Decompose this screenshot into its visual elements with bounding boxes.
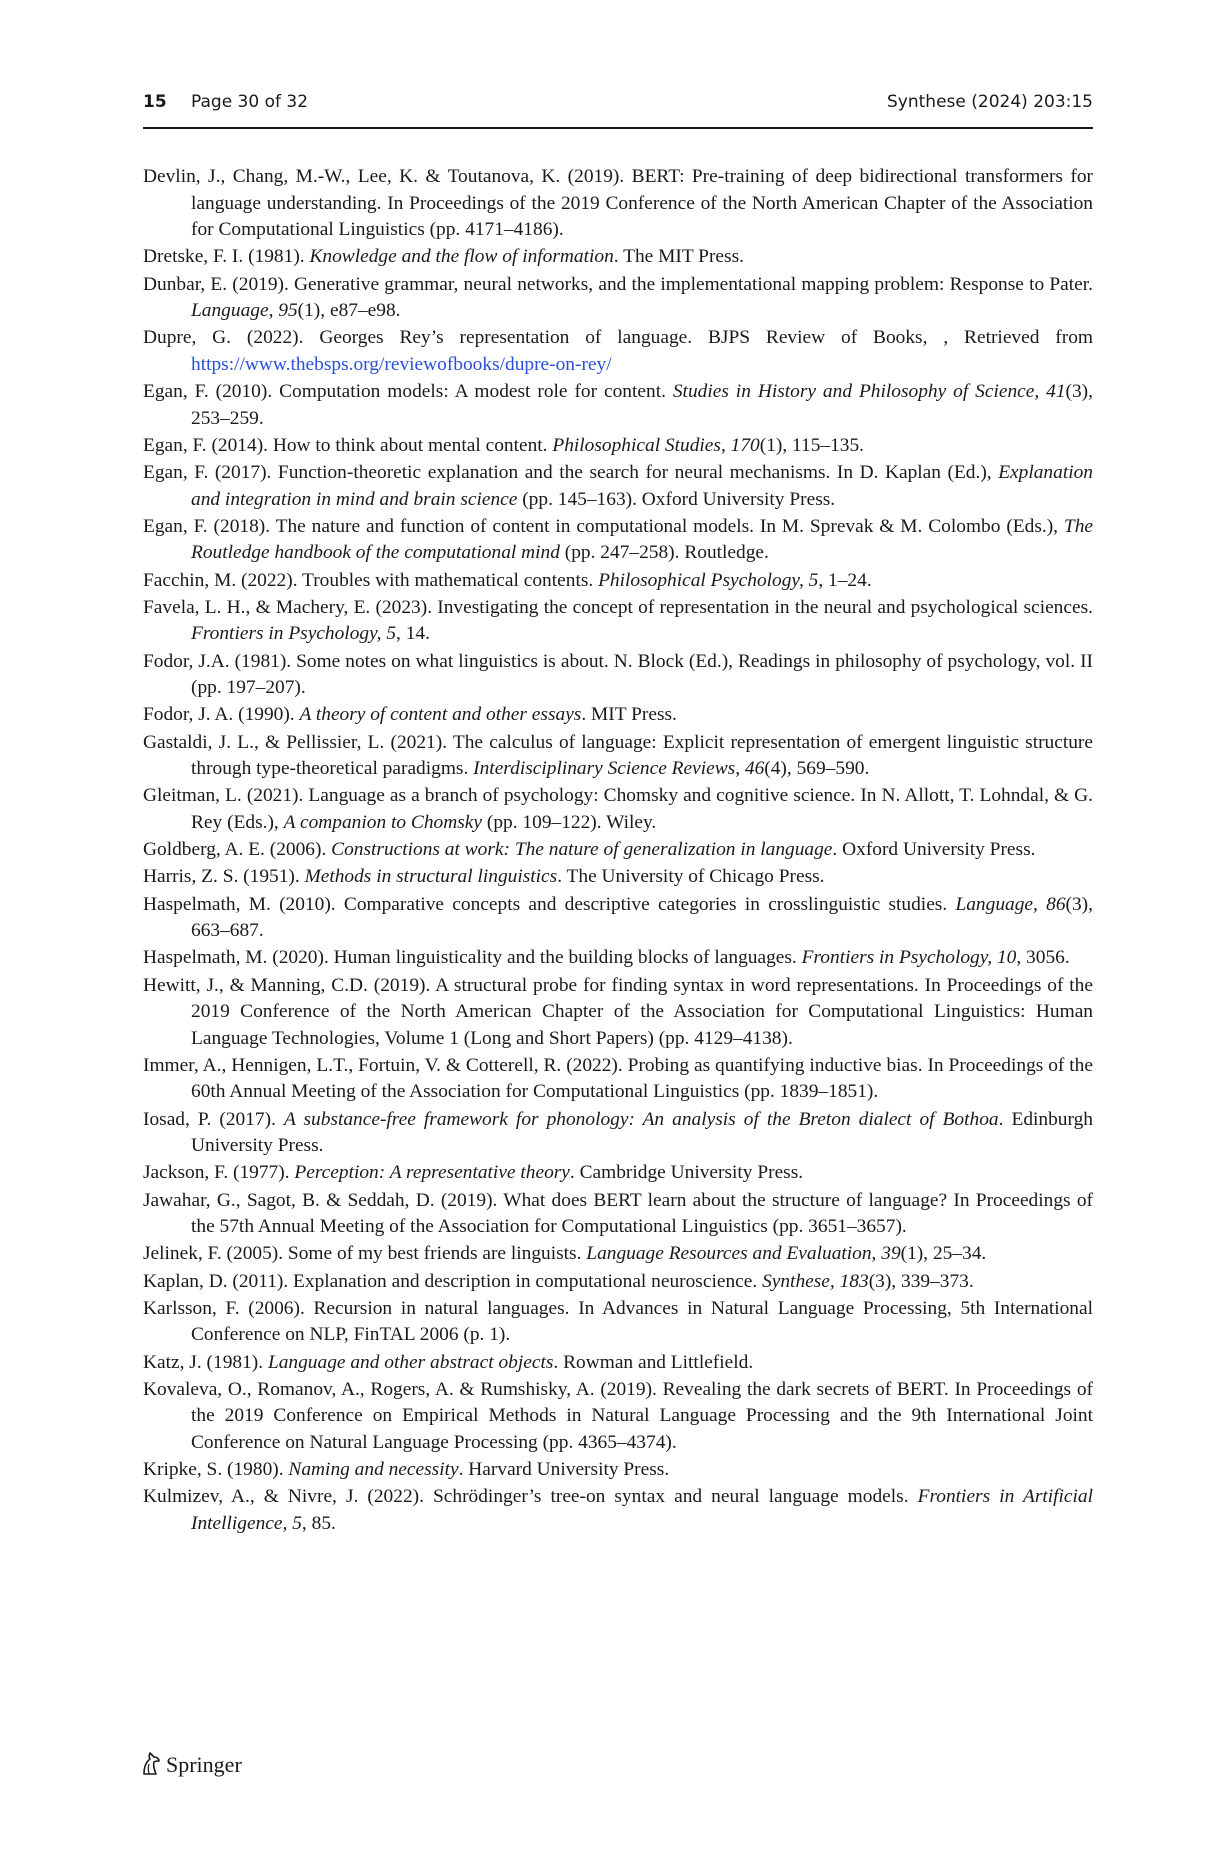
reference-entry: [143, 379, 1093, 432]
reference-italic-segment: Constructions at work: The nature of generalization in language: [331, 839, 833, 861]
reference-entry: [143, 164, 1093, 244]
page-of-label: Page 30 of 32: [191, 92, 309, 112]
reference-text-segment: Egan, F. (2018). The nature and function of content in computational models. In M. Sprevak & M. Colombo (Eds.),: [143, 515, 1064, 537]
reference-entry: [143, 595, 1093, 648]
page-number: 15: [143, 92, 167, 112]
reference-text-segment: . Harvard University Press.: [458, 1459, 670, 1481]
reference-text-segment: Jawahar, G., Sagot, B. & Seddah, D. (2019). What does BERT learn about the structure of language? In Proceedings of the 57th Annual Meeting of the Association for Computational Linguistics (pp. 3651–3657).: [143, 1189, 1093, 1238]
reference-text-segment: (3), 339–373.: [868, 1270, 974, 1292]
reference-text-segment: . MIT Press.: [581, 704, 677, 726]
reference-entry: [143, 1350, 1093, 1377]
reference-italic-segment: Methods in structural linguistics: [304, 866, 558, 888]
reference-italic-segment: Knowledge and the flow of information: [309, 246, 614, 268]
reference-text-segment: , 14.: [396, 623, 430, 645]
reference-text-segment: , 3056.: [1016, 947, 1070, 969]
journal-citation: Synthese (2024) 203:15: [887, 92, 1093, 112]
reference-text-segment: Kaplan, D. (2011). Explanation and description in computational neuroscience.: [143, 1270, 763, 1292]
reference-italic-segment: Philosophical Studies, 170: [552, 434, 760, 456]
reference-text-segment: Fodor, J.A. (1981). Some notes on what linguistics is about. N. Block (Ed.), Readings in philosophy of psychology, vol. II (pp. 197–207).: [143, 650, 1093, 699]
header-rule: [143, 127, 1093, 129]
reference-text-segment: Favela, L. H., & Machery, E. (2023). Investigating the concept of representation in the neural and psychological sciences.: [143, 596, 1093, 618]
reference-italic-segment: Naming and necessity: [288, 1459, 459, 1481]
reference-url-link[interactable]: https://www.thebsps.org/reviewofbooks/dupre-on-rey/: [191, 353, 612, 375]
reference-entry: [143, 1107, 1093, 1160]
running-header: [143, 92, 1093, 124]
reference-italic-segment: Perception: A representative theory: [294, 1162, 570, 1184]
reference-italic-segment: A companion to Chomsky: [283, 811, 483, 833]
reference-text-segment: Kovaleva, O., Romanov, A., Rogers, A. & Rumshisky, A. (2019). Revealing the dark secrets of BERT. In Proceedings of the 2019 Conference on Empirical Methods in Natural Language Processing and the 9th International Joint Conference on Natural Language Processing (pp. 4365–4374).: [143, 1378, 1093, 1453]
reference-text-segment: Dretske, F. I. (1981).: [143, 246, 310, 268]
reference-entry: [143, 945, 1093, 972]
reference-text-segment: Haspelmath, M. (2020). Human linguisticality and the building blocks of languages.: [143, 947, 802, 969]
reference-italic-segment: Frontiers in Artificial Intelligence, 5: [191, 1486, 1093, 1534]
reference-text-segment: Gleitman, L. (2021). Language as a branch of psychology: Chomsky and cognitive science. In N. Allott, T. Lohndal, & G. Rey (Eds.),: [143, 785, 1093, 833]
reference-entry: [143, 1053, 1093, 1106]
reference-text-segment: Jackson, F. (1977).: [143, 1162, 295, 1184]
reference-list: [143, 164, 1093, 1538]
reference-text-segment: Harris, Z. S. (1951).: [143, 866, 305, 888]
reference-text-segment: Egan, F. (2014). How to think about mental content.: [143, 434, 553, 456]
reference-text-segment: . The University of Chicago Press.: [557, 866, 825, 888]
reference-text-segment: Goldberg, A. E. (2006).: [143, 839, 332, 861]
reference-text-segment: (3), 663–687.: [191, 893, 1093, 942]
publisher-name: Springer: [166, 1752, 242, 1777]
reference-text-segment: Gastaldi, J. L., & Pellissier, L. (2021). The calculus of language: Explicit representation of emergent linguistic structure through type-theoretical paradigms.: [143, 731, 1093, 780]
reference-text-segment: Dunbar, E. (2019). Generative grammar, neural networks, and the implementational mapping problem: Response to Pater.: [143, 273, 1093, 295]
reference-text-segment: . Edinburgh University Press.: [191, 1108, 1093, 1157]
reference-text-segment: Karlsson, F. (2006). Recursion in natural languages. In Advances in Natural Language Processing, 5th International Conference on NLP, FinTAL 2006 (p. 1).: [143, 1297, 1093, 1346]
reference-entry: [143, 892, 1093, 945]
reference-entry: [143, 973, 1093, 1053]
reference-italic-segment: Studies in History and Philosophy of Science, 41: [672, 381, 1066, 403]
reference-italic-segment: A substance-free framework for phonology: An analysis of the Breton dialect of Bothoa: [283, 1108, 999, 1130]
reference-entry: [143, 1269, 1093, 1296]
reference-entry: [143, 783, 1093, 836]
reference-text-segment: Facchin, M. (2022). Troubles with mathematical contents.: [143, 569, 599, 591]
reference-text-segment: Fodor, J. A. (1990).: [143, 704, 300, 726]
reference-italic-segment: A theory of content and other essays: [299, 704, 582, 726]
reference-entry: [143, 272, 1093, 325]
reference-text-segment: (1), e87–e98.: [297, 300, 401, 322]
reference-text-segment: (3), 253–259.: [191, 381, 1093, 429]
reference-text-segment: Dupre, G. (2022). Georges Rey’s representation of language. BJPS Review of Books, , Retrieved from: [143, 327, 1093, 349]
reference-entry: [143, 1241, 1093, 1268]
reference-entry: [143, 433, 1093, 460]
reference-entry: [143, 514, 1093, 567]
reference-text-segment: Egan, F. (2017). Function-theoretic explanation and the search for neural mechanisms. In D. Kaplan (Ed.),: [143, 462, 999, 484]
reference-text-segment: (1), 25–34.: [900, 1243, 987, 1265]
reference-text-segment: . The MIT Press.: [613, 246, 744, 268]
reference-text-segment: Iosad, P. (2017).: [143, 1108, 284, 1130]
reference-text-segment: Hewitt, J., & Manning, C.D. (2019). A structural probe for finding syntax in word representations. In Proceedings of the 2019 Conference of the North American Chapter of the Association for Computational Linguistics: Human Language Technologies, Volume 1 (Long and Short Papers) (pp. 4129–4138).: [143, 974, 1093, 1049]
reference-text-segment: Jelinek, F. (2005). Some of my best friends are linguists.: [143, 1243, 587, 1265]
reference-italic-segment: Language and other abstract objects: [267, 1351, 554, 1373]
reference-entry: [143, 649, 1093, 702]
reference-italic-segment: Frontiers in Psychology, 5: [191, 623, 397, 645]
reference-italic-segment: Interdisciplinary Science Reviews, 46: [473, 758, 765, 780]
reference-italic-segment: Language, 95: [191, 300, 298, 322]
reference-entry: [143, 460, 1093, 513]
reference-text-segment: Devlin, J., Chang, M.-W., Lee, K. & Toutanova, K. (2019). BERT: Pre-training of deep bidirectional transformers for language understanding. In Proceedings of the 2019 Conference of the North American Chapter of the Association for Computational Linguistics (pp. 4171–4186).: [143, 166, 1093, 241]
reference-text-segment: (1), 115–135.: [759, 434, 865, 456]
reference-text-segment: (pp. 109–122). Wiley.: [482, 811, 657, 833]
reference-text-segment: (pp. 247–258). Routledge.: [559, 542, 769, 564]
reference-italic-segment: Synthese, 183: [762, 1270, 869, 1292]
reference-text-segment: Egan, F. (2010). Computation models: A modest role for content.: [143, 381, 673, 403]
reference-italic-segment: Explanation and integration in mind and brain science: [191, 462, 1093, 510]
reference-entry: [143, 730, 1093, 783]
reference-text-segment: (pp. 145–163). Oxford University Press.: [517, 488, 836, 510]
reference-entry: [143, 864, 1093, 891]
reference-text-segment: Katz, J. (1981).: [143, 1351, 268, 1373]
reference-italic-segment: The Routledge handbook of the computational mind: [191, 515, 1093, 564]
reference-text-segment: . Rowman and Littlefield.: [553, 1351, 754, 1373]
reference-text-segment: Kripke, S. (1980).: [143, 1459, 289, 1481]
reference-text-segment: , 85.: [301, 1512, 336, 1534]
springer-horse-icon: [140, 1752, 166, 1777]
reference-entry: [143, 568, 1093, 595]
reference-text-segment: , 1–24.: [818, 569, 872, 591]
reference-entry: [143, 325, 1093, 378]
reference-text-segment: Kulmizev, A., & Nivre, J. (2022). Schrödinger’s tree-on syntax and neural language models.: [143, 1486, 918, 1508]
reference-entry: [143, 1160, 1093, 1187]
reference-entry: [143, 1484, 1093, 1537]
reference-entry: [143, 1296, 1093, 1349]
reference-italic-segment: Frontiers in Psychology, 10: [801, 947, 1017, 969]
reference-italic-segment: Philosophical Psychology, 5: [598, 569, 819, 591]
reference-italic-segment: Language, 86: [955, 893, 1066, 915]
reference-entry: [143, 244, 1093, 271]
reference-entry: [143, 702, 1093, 729]
reference-italic-segment: Language Resources and Evaluation, 39: [586, 1243, 901, 1265]
reference-text-segment: Haspelmath, M. (2010). Comparative concepts and descriptive categories in crosslinguistic studies.: [143, 893, 956, 915]
reference-text-segment: Immer, A., Hennigen, L.T., Fortuin, V. & Cotterell, R. (2022). Probing as quantifying inductive bias. In Proceedings of the 60th Annual Meeting of the Association for Computational Linguistics (pp. 1839–1851).: [143, 1054, 1093, 1103]
publisher-footer: [140, 1752, 242, 1782]
reference-text-segment: . Cambridge University Press.: [569, 1162, 804, 1184]
reference-entry: [143, 1457, 1093, 1484]
reference-entry: [143, 1377, 1093, 1457]
reference-entry: [143, 1188, 1093, 1241]
reference-entry: [143, 837, 1093, 864]
reference-text-segment: . Oxford University Press.: [832, 839, 1036, 861]
reference-text-segment: (4), 569–590.: [764, 758, 870, 780]
